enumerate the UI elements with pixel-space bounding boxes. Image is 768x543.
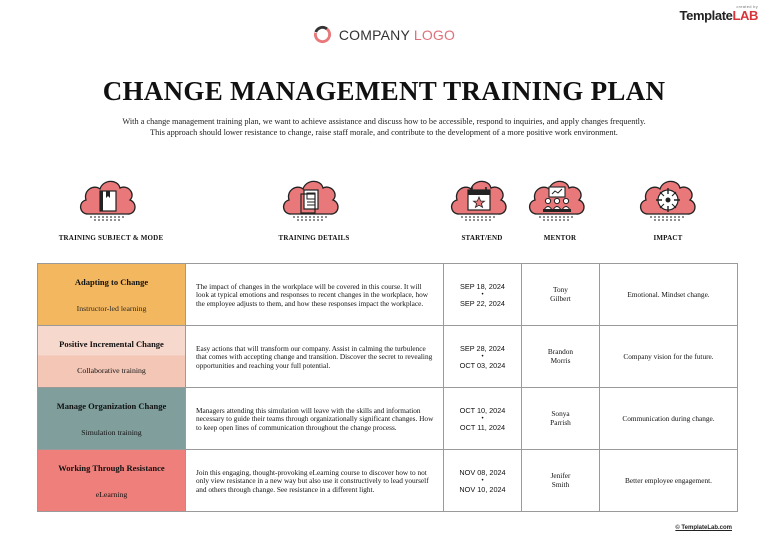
subject-cell bbox=[38, 264, 186, 326]
details-cell bbox=[186, 264, 444, 326]
logo-text bbox=[339, 27, 455, 43]
mentor-first-name: Jenifer bbox=[550, 471, 571, 480]
date-separator-dot: • bbox=[481, 353, 484, 360]
logo-word-company: COMPANY bbox=[338, 26, 410, 43]
column-header-start-end: START/END bbox=[461, 234, 503, 242]
subject-name: Manage Organization Change bbox=[56, 400, 167, 411]
impact-cell: Better employee engagement. bbox=[600, 450, 738, 512]
mentor-last-name: Morris bbox=[550, 355, 571, 365]
impact-cell: Communication during change. bbox=[600, 388, 738, 450]
column-header-impact: IMPACT bbox=[653, 234, 683, 242]
logo-ring-icon bbox=[313, 25, 332, 44]
column-header-details: TRAINING DETAILS bbox=[278, 234, 350, 242]
end-date: OCT 03, 2024 bbox=[459, 360, 506, 370]
dates-cell bbox=[444, 264, 522, 326]
impact-cell: Company vision for the future. bbox=[600, 326, 738, 388]
subject-mode: Collaborative training bbox=[77, 365, 146, 375]
column-header-mentor: MENTOR bbox=[543, 234, 577, 242]
subject-name: Positive Incremental Change bbox=[59, 338, 164, 349]
company-logo bbox=[0, 25, 768, 44]
mentor-cell bbox=[522, 450, 600, 512]
intro-paragraph bbox=[60, 117, 708, 138]
target-icon bbox=[636, 172, 700, 226]
start-date: NOV 08, 2024 bbox=[459, 467, 506, 477]
details-cell bbox=[186, 450, 444, 512]
brand-wordmark bbox=[680, 9, 758, 22]
date-separator-dot: • bbox=[481, 415, 484, 422]
mentor-first-name: Sonya bbox=[551, 409, 570, 418]
details-cell bbox=[186, 326, 444, 388]
brand-caption: created by bbox=[736, 4, 758, 9]
details-cell bbox=[186, 388, 444, 450]
table-row bbox=[38, 450, 738, 512]
end-date: NOV 10, 2024 bbox=[459, 484, 506, 494]
meeting-icon bbox=[525, 172, 589, 226]
subject-cell bbox=[38, 450, 186, 512]
mentor-first-name: Brandon bbox=[547, 347, 574, 356]
subject-name: Working Through Resistance bbox=[58, 462, 165, 473]
mentor-last-name: Smith bbox=[551, 479, 570, 489]
details-text: Managers attending this simulation will leave with the skills and information necessary to guide their teams through organizationally significant changes. How to keep open lines of communication throughout the change process. bbox=[196, 405, 434, 432]
intro-line-2: This approach should lower resistance to change, raise staff morale, and contribute to the development of a more positive work environment. bbox=[150, 127, 618, 137]
dates-cell bbox=[444, 450, 522, 512]
document-icon bbox=[279, 172, 343, 226]
date-separator-dot: • bbox=[481, 477, 484, 484]
table-row bbox=[38, 326, 738, 388]
subject-mode: Instructor-led learning bbox=[76, 303, 147, 313]
column-header-subject: TRAINING SUBJECT & MODE bbox=[58, 234, 164, 242]
table-row bbox=[38, 388, 738, 450]
details-text: Easy actions that will transform our company. Assist in calming the turbulence that comes with accepting change and transition. Discover the secret to revealing opportunities and reaching your full potential. bbox=[196, 343, 433, 370]
copyright-link[interactable]: © TemplateLab.com bbox=[675, 525, 732, 531]
subject-mode: eLearning bbox=[95, 489, 128, 499]
dates-cell bbox=[444, 326, 522, 388]
intro-line-1: With a change management training plan, we want to achieve assistance and discuss how to be accessible, respond to inquiries, and apply changes frequently. bbox=[122, 117, 646, 126]
details-text: The impact of changes in the workplace will be covered in this course. It will look at typical emotions and responses to recent changes in the workplace, how the employee adjusts to them, and how these responses impact the workplace. bbox=[196, 281, 429, 308]
mentor-last-name: Parrish bbox=[550, 417, 571, 427]
brand-suffix: LAB bbox=[732, 8, 758, 23]
subject-mode: Simulation training bbox=[81, 427, 142, 437]
calendar-icon bbox=[447, 172, 511, 226]
details-text: Join this engaging, thought-provoking eLearning course to discover how to not only view resistance in a new way but also use it constructively to lead yourself and others through change. See resistance in a different light. bbox=[196, 467, 429, 494]
mentor-first-name: Tony bbox=[553, 285, 568, 294]
end-date: OCT 11, 2024 bbox=[459, 422, 506, 432]
brand-prefix: Template bbox=[679, 8, 733, 23]
mentor-cell bbox=[522, 264, 600, 326]
mentor-last-name: Gilbert bbox=[550, 293, 571, 303]
subject-cell bbox=[38, 326, 186, 388]
training-plan-table bbox=[37, 263, 738, 512]
page-title: CHANGE MANAGEMENT TRAINING PLAN bbox=[102, 76, 666, 106]
mentor-cell bbox=[522, 326, 600, 388]
start-date: SEP 28, 2024 bbox=[460, 343, 505, 353]
logo-word-logo: LOGO bbox=[413, 26, 456, 43]
date-separator-dot: • bbox=[481, 291, 484, 298]
start-date: SEP 18, 2024 bbox=[460, 281, 505, 291]
mentor-cell bbox=[522, 388, 600, 450]
templatelab-brand bbox=[680, 5, 758, 22]
end-date: SEP 22, 2024 bbox=[460, 298, 505, 308]
subject-cell bbox=[38, 388, 186, 450]
book-icon bbox=[76, 172, 140, 226]
table-row bbox=[38, 264, 738, 326]
subject-name: Adapting to Change bbox=[74, 276, 149, 287]
dates-cell bbox=[444, 388, 522, 450]
impact-cell: Emotional. Mindset change. bbox=[600, 264, 738, 326]
start-date: OCT 10, 2024 bbox=[459, 405, 506, 415]
